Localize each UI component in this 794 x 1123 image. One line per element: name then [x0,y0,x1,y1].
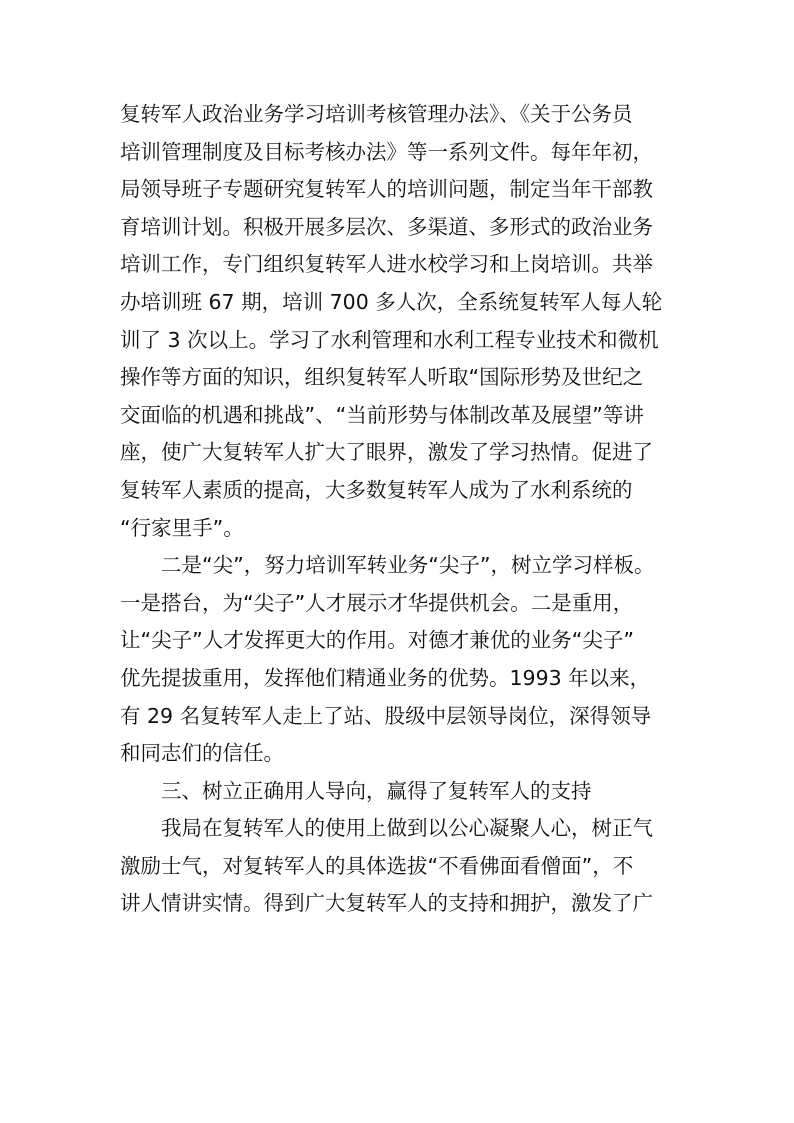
text-line: 交面临的机遇和挑战”、“当前形势与体制改革及展望”等讲 [120,402,644,427]
text-line: 局领导班子专题研究复转军人的培训问题，制定当年干部教 [120,177,653,202]
text-line: 培训工作，专门组织复转军人进水校学习和上岗培训。共举 [120,252,653,277]
text-line: 培训管理制度及目标考核办法》等一系列文件。每年年初， [120,139,653,164]
text-line: 有 29 名复转军人走上了站、股级中层领导岗位，深得领导 [120,703,652,728]
text-line: 办培训班 67 期，培训 700 多人次，全系统复转军人每人轮 [120,289,663,314]
text-line: 让“尖子”人才发挥更大的作用。对德才兼优的业务“尖子” [120,628,634,653]
text-line: 操作等方面的知识，组织复转军人听取“国际形势及世纪之 [120,365,644,390]
text-line: 复转军人政治业务学习培训考核管理办法》、《关于公务员 [120,102,633,126]
text-line: 和同志们的信任。 [120,741,284,766]
text-line: “行家里手”。 [120,515,244,540]
text-line: 一是搭台，为“尖子”人才展示才华提供机会。二是重用， [120,590,634,615]
text-line: 优先提拔重用，发挥他们精通业务的优势。1993 年以来， [120,665,651,690]
text-line: 激励士气，对复转军人的具体选拔“不看佛面看僧面”，不 [120,853,634,878]
paragraph-start-line: 二是“尖”，努力培训军转业务“尖子”，树立学习样板。 [161,553,655,578]
document-body [120,96,680,923]
paragraph-start-line: 我局在复转军人的使用上做到以公心凝聚人心，树正气 [161,816,653,841]
text-line: 座，使广大复转军人扩大了眼界，激发了学习热情。促进了 [120,440,653,465]
text-line: 训了 3 次以上。学习了水利管理和水利工程专业技术和微机 [120,327,659,352]
text-line: 讲人情讲实情。得到广大复转军人的支持和拥护，激发了广 [120,891,653,916]
text-line: 复转军人素质的提高，大多数复转军人成为了水利系统的 [120,477,633,502]
text-line: 育培训计划。积极开展多层次、多渠道、多形式的政治业务 [120,214,653,239]
section-heading: 三、树立正确用人导向，赢得了复转军人的支持 [161,778,592,803]
